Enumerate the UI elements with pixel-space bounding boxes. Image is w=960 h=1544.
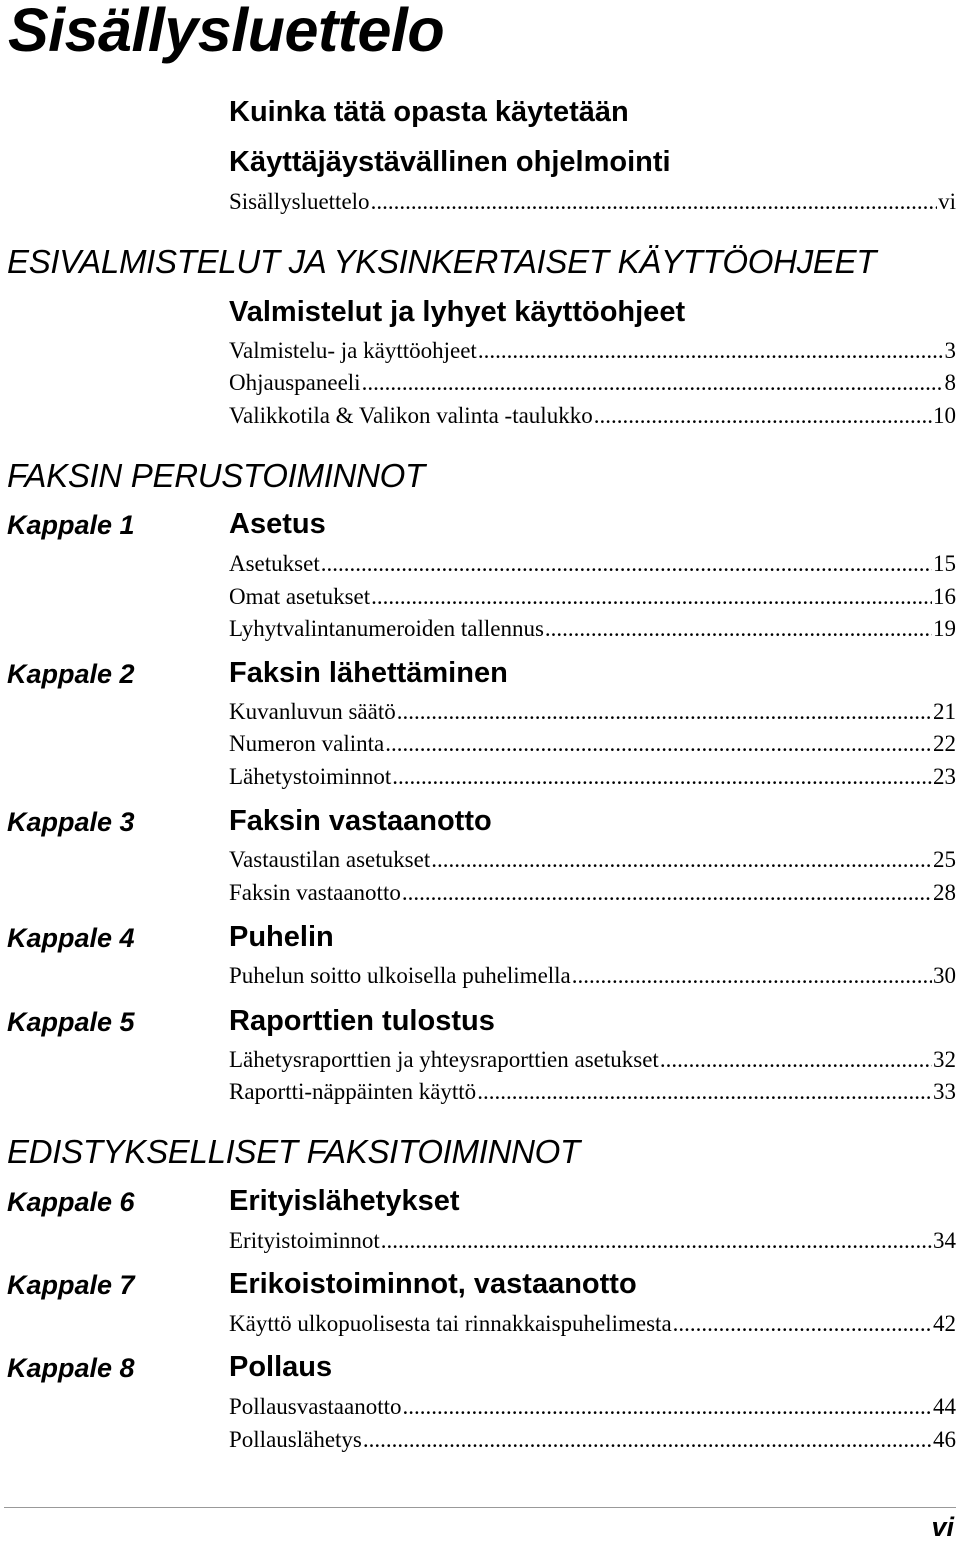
chapter-label: Kappale 1 <box>7 510 135 540</box>
dot-leader <box>431 845 932 875</box>
toc-entry-title: Asetukset <box>229 551 320 576</box>
chapter-heading: Faksin vastaanotto <box>229 805 492 837</box>
toc-entry-page: 30 <box>933 963 956 988</box>
toc-entry-page: 3 <box>944 338 956 363</box>
toc-entry[interactable] <box>229 582 956 612</box>
toc-entry[interactable] <box>229 961 956 991</box>
toc-entry-page: 22 <box>933 731 956 756</box>
toc-entry[interactable] <box>229 549 956 579</box>
toc-entry-title: Valikkotila & Valikon valinta -taulukko <box>229 403 593 428</box>
toc-entry-title: Erityistoiminnot <box>229 1228 380 1253</box>
toc-entry-title: Kuvanluvun säätö <box>229 699 396 724</box>
toc-entry-title: Pollausvastaanotto <box>229 1394 402 1419</box>
toc-entry-title: Faksin vastaanotto <box>229 880 401 905</box>
toc-entry-page: 19 <box>933 616 956 641</box>
toc-entry-page: 32 <box>933 1047 956 1072</box>
chapter-heading: Erityislähetykset <box>229 1185 460 1217</box>
dot-leader <box>594 401 932 431</box>
dot-leader <box>545 614 932 644</box>
dot-leader <box>478 336 944 366</box>
dot-leader <box>402 878 932 908</box>
toc-entry-title: Omat asetukset <box>229 584 371 609</box>
toc-entry-title: Numeron valinta <box>229 731 385 756</box>
toc-entry[interactable] <box>229 401 956 431</box>
toc-entry-title: Lähetystoiminnot <box>229 764 392 789</box>
toc-entry-title: Lähetysraporttien ja yhteysraporttien asetukset <box>229 1047 659 1072</box>
chapter-label: Kappale 4 <box>7 923 135 953</box>
toc-heading-how-to-use: Kuinka tätä opasta käytetään <box>229 96 629 128</box>
toc-entry[interactable] <box>229 368 956 398</box>
toc-entry[interactable] <box>229 1077 956 1107</box>
footer-divider <box>4 1507 956 1508</box>
toc-entry[interactable] <box>229 336 956 366</box>
toc-entry-title: Vastaustilan asetukset <box>229 847 431 872</box>
toc-entry[interactable] <box>229 1309 956 1339</box>
toc-entry-title: Raportti-näppäinten käyttö <box>229 1079 477 1104</box>
chapter-label: Kappale 5 <box>7 1007 135 1037</box>
chapter-label: Kappale 2 <box>7 659 135 689</box>
toc-entry-page: 34 <box>933 1228 956 1253</box>
dot-leader <box>385 729 932 759</box>
chapter-heading: Puhelin <box>229 921 334 953</box>
dot-leader <box>371 187 938 217</box>
toc-entry[interactable] <box>229 845 956 875</box>
toc-entry[interactable] <box>229 1226 956 1256</box>
toc-entry-page: 28 <box>933 880 956 905</box>
toc-entry-title: Käyttö ulkopuolisesta tai rinnakkaispuhelimesta <box>229 1311 672 1336</box>
section-title-advanced-fax: EDISTYKSELLISET FAKSITOIMINNOT <box>7 1133 580 1170</box>
toc-entry-page: 8 <box>944 370 956 395</box>
section-title-preparations: ESIVALMISTELUT JA YKSINKERTAISET KÄYTTÖOHJEET <box>7 243 877 280</box>
toc-entry-page: 16 <box>933 584 956 609</box>
toc-entry-title: Pollauslähetys <box>229 1427 362 1452</box>
dot-leader <box>397 697 932 727</box>
toc-entry-title: Valmistelu- ja käyttöohjeet <box>229 338 477 363</box>
chapter-label: Kappale 7 <box>7 1270 135 1300</box>
toc-entry[interactable] <box>229 762 956 792</box>
section-title-fax-basics: FAKSIN PERUSTOIMINNOT <box>7 457 425 494</box>
toc-heading-preparations: Valmistelut ja lyhyet käyttöohjeet <box>229 296 686 328</box>
toc-entry-page: 10 <box>933 403 956 428</box>
toc-entry-page: 21 <box>933 699 956 724</box>
chapter-heading: Erikoistoiminnot, vastaanotto <box>229 1268 637 1300</box>
dot-leader <box>572 961 932 991</box>
dot-leader <box>321 549 932 579</box>
dot-leader <box>402 1392 932 1422</box>
dot-leader <box>362 368 944 398</box>
toc-entry-title: Sisällysluettelo <box>229 189 370 214</box>
chapter-heading: Asetus <box>229 508 326 540</box>
toc-entry-page: 25 <box>933 847 956 872</box>
dot-leader <box>673 1309 932 1339</box>
chapter-heading: Pollaus <box>229 1351 333 1383</box>
dot-leader <box>660 1045 932 1075</box>
toc-entry[interactable] <box>229 1425 956 1455</box>
chapter-label: Kappale 6 <box>7 1187 135 1217</box>
toc-entry[interactable] <box>229 1392 956 1422</box>
toc-entry[interactable] <box>229 1045 956 1075</box>
toc-entry-title: Lyhytvalintanumeroiden tallennus <box>229 616 544 641</box>
toc-entry[interactable] <box>229 878 956 908</box>
page-title: Sisällysluettelo <box>8 0 445 64</box>
toc-entry-page: 44 <box>933 1394 956 1419</box>
toc-entry-page: 46 <box>933 1427 956 1452</box>
page-number: vi <box>931 1512 954 1542</box>
toc-entry-page: vi <box>938 189 956 214</box>
toc-entry-page: 23 <box>933 764 956 789</box>
chapter-label: Kappale 8 <box>7 1353 135 1383</box>
toc-entry[interactable] <box>229 187 956 217</box>
toc-entry-page: 42 <box>933 1311 956 1336</box>
dot-leader <box>381 1226 932 1256</box>
chapter-heading: Raporttien tulostus <box>229 1005 495 1037</box>
chapter-label: Kappale 3 <box>7 807 135 837</box>
toc-entry[interactable] <box>229 729 956 759</box>
dot-leader <box>392 762 932 792</box>
toc-entry-page: 15 <box>933 551 956 576</box>
chapter-heading: Faksin lähettäminen <box>229 657 508 689</box>
toc-entry-title: Ohjauspaneeli <box>229 370 361 395</box>
toc-heading-user-friendly-programming: Käyttäjäystävällinen ohjelmointi <box>229 146 671 178</box>
dot-leader <box>477 1077 932 1107</box>
toc-entry[interactable] <box>229 697 956 727</box>
dot-leader <box>363 1425 932 1455</box>
toc-entry[interactable] <box>229 614 956 644</box>
dot-leader <box>371 582 932 612</box>
toc-entry-page: 33 <box>933 1079 956 1104</box>
toc-entry-title: Puhelun soitto ulkoisella puhelimella <box>229 963 571 988</box>
